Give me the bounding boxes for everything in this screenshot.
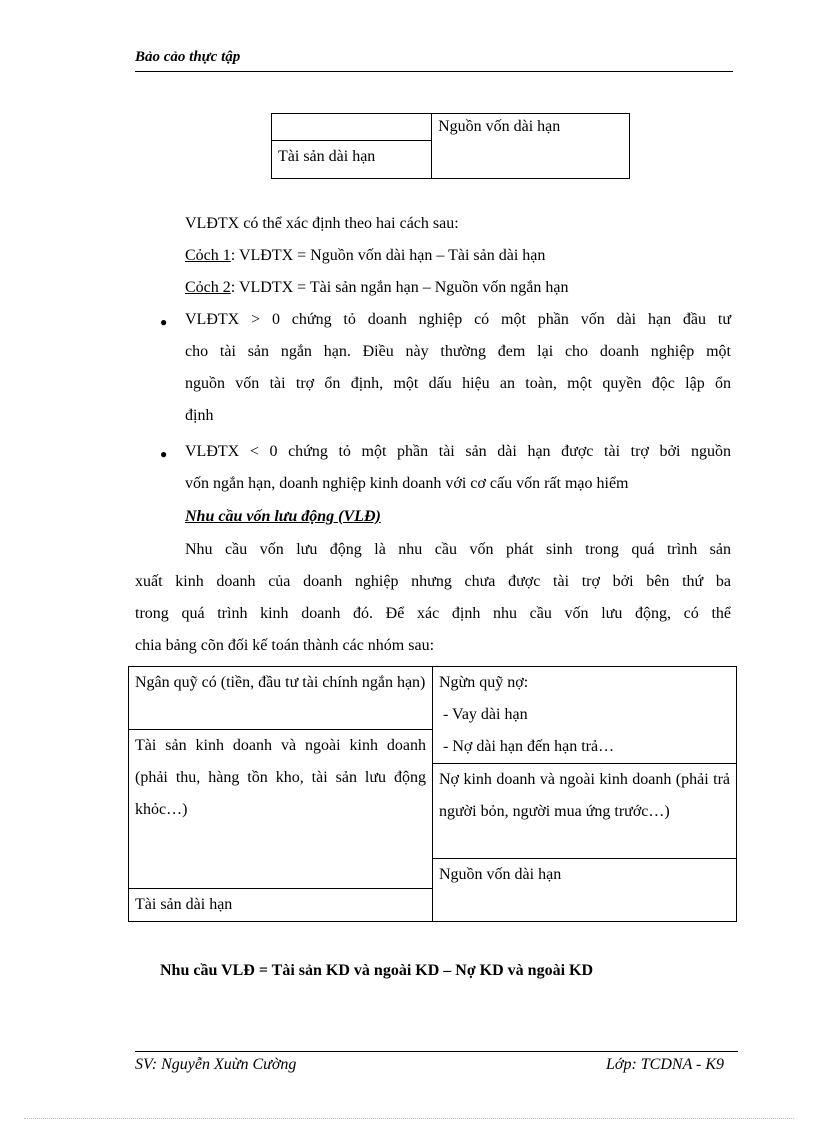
bullet-dot-icon: ● bbox=[160, 447, 168, 461]
paragraph-line: chia bảng cõn đối kế toán thành các nhóm sau: bbox=[135, 637, 435, 654]
method-2-label: Cỏch 2 bbox=[185, 279, 231, 296]
method-1 bbox=[185, 240, 545, 272]
cell-business-assets: Tài sản kinh doanh và ngoài kinh doanh (phải thu, hàng tồn kho, tài sản lưu động khỏc…) bbox=[129, 730, 433, 889]
debt-fund-item: - Vay dài hạn bbox=[439, 706, 528, 723]
footer-class: Lớp: TCDNA - K9 bbox=[606, 1056, 725, 1073]
method-2 bbox=[185, 272, 569, 304]
table1-long-term-capital: Nguồn vốn dài hạn bbox=[432, 114, 630, 179]
bullet-2-line: VLĐTX < 0 chứng tỏ một phần tài sản dài hạn được tài trợ bởi nguồn bbox=[185, 443, 731, 460]
bullet-1-line: VLĐTX > 0 chứng tỏ doanh nghiệp có một phần vốn dài hạn đầu tư bbox=[185, 311, 731, 328]
table1-empty-cell bbox=[272, 114, 432, 141]
balance-table-small bbox=[271, 113, 630, 179]
bullet-1-line: nguồn vốn tài trợ ổn định, một dấu hiệu an toàn, một quyền độc lập ổn bbox=[185, 375, 731, 392]
method-1-label: Cỏch 1 bbox=[185, 247, 231, 264]
paragraph-line: trong quá trình kinh doanh đó. Để xác định nhu cầu vốn lưu động, có thể bbox=[135, 605, 731, 622]
method-1-text: : VLĐTX = Nguồn vốn dài hạn – Tài sản dài hạn bbox=[230, 247, 546, 264]
bullet-1-line: cho tài sản ngắn hạn. Điều này thường đem lại cho doanh nghiệp một bbox=[185, 343, 731, 360]
cell-cash-fund: Ngân quỹ có (tiền, đầu tư tài chính ngắn hạn) bbox=[129, 667, 433, 730]
cell-business-debt: Nợ kinh doanh và ngoài kinh doanh (phải trả người bỏn, người mua ứng trước…) bbox=[433, 764, 737, 859]
footer-rule bbox=[135, 1051, 738, 1052]
bullet-dot-icon: ● bbox=[160, 315, 168, 329]
debt-fund-item: - Nợ dài hạn đến hạn trả… bbox=[439, 738, 615, 755]
footer-student: SV: Nguyễn Xuừn Cường bbox=[135, 1056, 297, 1073]
header-rule bbox=[135, 71, 733, 72]
body-paragraph bbox=[135, 534, 731, 662]
bullet-1-line: định bbox=[185, 407, 214, 424]
paragraph-line: xuất kinh doanh của doanh nghiệp nhưng chưa được tài trợ bởi bên thứ ba bbox=[135, 573, 731, 590]
cell-debt-fund bbox=[433, 667, 737, 764]
intro-line: VLĐTX có thể xác định theo hai cách sau: bbox=[185, 215, 459, 232]
bullet-1 bbox=[185, 304, 731, 432]
cell-long-term-assets: Tài sản dài hạn bbox=[129, 889, 433, 922]
header-title: Bảo cảo thực tập bbox=[135, 49, 241, 65]
paragraph-line: Nhu cầu vốn lưu động là nhu cầu vốn phát sinh trong quá trình sản bbox=[185, 541, 731, 558]
bullet-2 bbox=[185, 436, 731, 500]
working-capital-table bbox=[128, 666, 737, 922]
table1-long-term-assets: Tài sản dài hạn bbox=[272, 141, 432, 179]
debt-fund-title: Ngừn quỹ nợ: bbox=[439, 674, 529, 691]
cell-long-term-capital: Nguồn vốn dài hạn bbox=[433, 859, 737, 922]
section-heading: Nhu cầu vốn lưu động (VLĐ) bbox=[185, 508, 381, 525]
page-bottom-border bbox=[24, 1118, 794, 1119]
bullet-2-line: vốn ngắn hạn, doanh nghiệp kinh doanh với cơ cấu vốn rất mạo hiểm bbox=[185, 475, 629, 492]
method-2-text: : VLDTX = Tài sản ngắn hạn – Nguồn vốn ngắn hạn bbox=[230, 279, 569, 296]
working-capital-formula: Nhu cầu VLĐ = Tài sản KD và ngoài KD – Nợ KD và ngoài KD bbox=[160, 962, 594, 979]
